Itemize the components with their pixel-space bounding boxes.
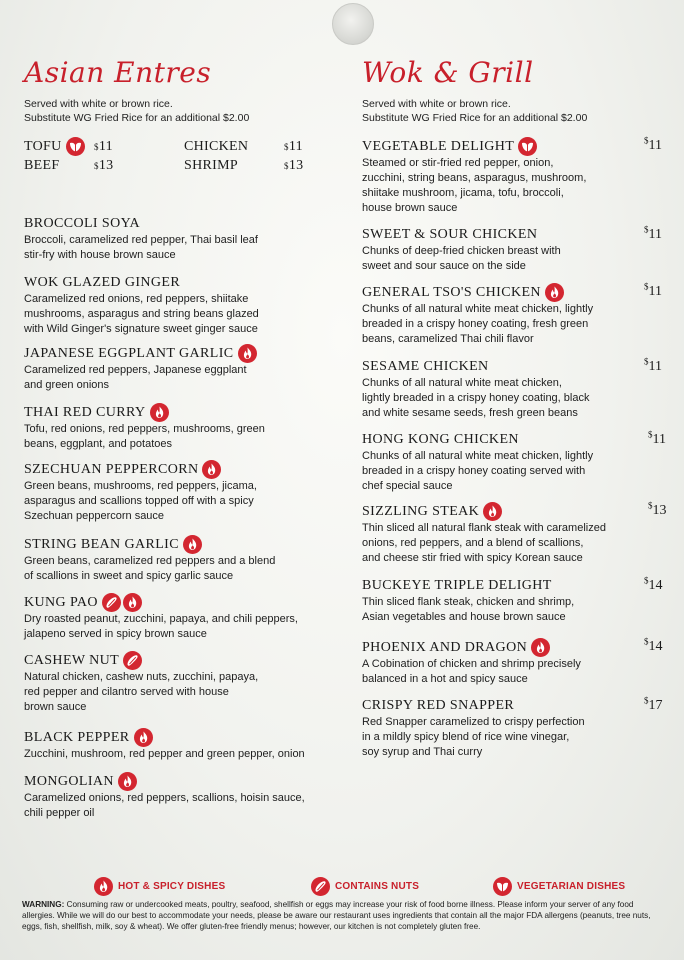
section-note: Served with white or brown rice. — [24, 98, 173, 110]
menu-item — [362, 431, 674, 494]
item-desc-line: and cheese stir fried with spicy Korean sauce — [362, 552, 583, 564]
item-name: SZECHUAN PEPPERCORN — [24, 460, 344, 479]
menu-item — [24, 728, 344, 762]
nut-icon — [311, 877, 330, 896]
item-desc-line: lightly breaded in a crispy honey coating, black — [362, 392, 590, 404]
protein-price: $ 11 — [94, 138, 113, 154]
item-desc-line: Thin sliced flank steak, chicken and shrimp, — [362, 596, 575, 608]
menu-item — [24, 593, 344, 642]
item-desc-line: asparagus and scallions topped off with a spicy — [24, 495, 254, 507]
item-price: $11 — [644, 356, 662, 374]
item-desc-line: Green beans, caramelized red peppers and a blend — [24, 555, 276, 567]
flame-icon — [238, 344, 257, 363]
item-desc-line: soy syrup and Thai curry — [362, 746, 483, 758]
item-desc-line: shiitake mushroom, jicama, tofu, broccoli, — [362, 187, 564, 199]
item-desc-line: Caramelized onions, red peppers, scallions, hoisin sauce, — [24, 792, 305, 804]
menu-item — [362, 638, 674, 687]
asian-entres-section — [24, 55, 344, 175]
item-desc-line: Caramelized red onions, red peppers, shiitake — [24, 293, 249, 305]
item-desc-line: Chunks of all natural white meat chicken, lightly — [362, 450, 594, 462]
flame-icon — [183, 535, 202, 554]
menu-item — [24, 772, 344, 821]
item-name: VEGETABLE DELIGHT — [362, 137, 674, 156]
menu-item — [362, 502, 674, 566]
menu-item — [24, 651, 344, 715]
item-desc-line: Steamed or stir-fried red pepper, onion, — [362, 157, 554, 169]
item-desc-line: chef special sauce — [362, 480, 453, 492]
menu-item — [24, 460, 344, 524]
item-desc-line: red pepper and cilantro served with house — [24, 686, 229, 698]
protein-name: TOFU — [24, 137, 94, 156]
item-desc-line: Szechuan peppercorn sauce — [24, 510, 165, 522]
warning-label: WARNING: — [22, 900, 65, 909]
item-desc-line: Chunks of all natural white meat chicken, — [362, 377, 562, 389]
leaf-icon — [518, 137, 537, 156]
item-name: CRISPY RED SNAPPER — [362, 698, 515, 713]
flame-icon — [118, 772, 137, 791]
nut-icon — [102, 593, 121, 612]
menu-item — [362, 577, 674, 625]
item-desc-line: breaded in a crispy honey coating, fresh green — [362, 318, 589, 330]
item-price: $11 — [644, 281, 662, 299]
item-desc-line: with Wild Ginger's signature sweet ginger sauce — [24, 323, 258, 335]
protein-name: BEEF — [24, 158, 60, 173]
flame-icon — [545, 283, 564, 302]
item-price: $14 — [644, 575, 663, 593]
menu-item — [362, 697, 674, 760]
item-name: BROCCOLI SOYA — [24, 216, 141, 231]
item-name: WOK GLAZED GINGER — [24, 275, 181, 290]
menu-item — [24, 274, 344, 337]
legend-label: HOT & SPICY DISHES — [118, 881, 226, 892]
legend-label: VEGETARIAN DISHES — [517, 881, 626, 892]
item-name: SWEET & SOUR CHICKEN — [362, 227, 538, 242]
item-name: THAI RED CURRY — [24, 403, 344, 422]
item-price: $11 — [648, 429, 666, 447]
menu-item — [24, 344, 344, 393]
menu-item — [362, 283, 674, 347]
item-name: GENERAL TSO'S CHICKEN — [362, 283, 674, 302]
flame-icon — [123, 593, 142, 612]
item-desc-line: sweet and sour sauce on the side — [362, 260, 526, 272]
legend-veg — [493, 877, 625, 896]
menu-item — [362, 358, 674, 421]
section-note: Substitute WG Fried Rice for an additional $2.00 — [24, 112, 250, 124]
protein-price: $ 11 — [284, 138, 303, 154]
item-desc-line: A Cobination of chicken and shrimp precisely — [362, 658, 581, 670]
protein-name: SHRIMP — [184, 158, 238, 173]
menu-item — [362, 137, 674, 216]
item-desc-line: Caramelized red peppers, Japanese eggplant — [24, 364, 247, 376]
item-desc-line: Tofu, red onions, red peppers, mushrooms, green — [24, 423, 265, 435]
flame-icon — [202, 460, 221, 479]
item-desc-line: of scallions in sweet and spicy garlic sauce — [24, 570, 234, 582]
item-desc-line: beans, caramelized Thai chili flavor — [362, 333, 534, 345]
item-price: $13 — [648, 500, 667, 518]
nut-icon — [123, 651, 142, 670]
legend-hot — [94, 877, 225, 896]
menu-item — [24, 535, 344, 584]
flame-icon — [531, 638, 550, 657]
item-desc-line: Zucchini, mushroom, red pepper and green pepper, onion — [24, 748, 305, 760]
section-title: Wok & Grill — [362, 56, 534, 89]
item-price: $14 — [644, 636, 663, 654]
legend-nuts — [311, 877, 419, 896]
item-desc-line: chili pepper oil — [24, 807, 95, 819]
item-name: BLACK PEPPER — [24, 728, 344, 747]
protein-price: $ 13 — [94, 158, 114, 173]
leaf-icon — [493, 877, 512, 896]
item-desc-line: brown sauce — [24, 701, 87, 713]
item-price: $11 — [644, 224, 662, 242]
item-desc-line: Asian vegetables and house brown sauce — [362, 611, 566, 623]
item-desc-line: Chunks of all natural white meat chicken, lightly — [362, 303, 594, 315]
menu-item — [24, 215, 344, 263]
item-desc-line: balanced in a hot and spicy sauce — [362, 673, 528, 685]
item-name: SIZZLING STEAK — [362, 502, 674, 521]
item-desc-line: Dry roasted peanut, zucchini, papaya, and chili peppers, — [24, 613, 298, 625]
protein-price-grid — [24, 137, 344, 175]
flame-icon — [483, 502, 502, 521]
section-note: Served with white or brown rice. — [362, 98, 511, 110]
item-desc-line: onions, red peppers, and a blend of scallions, — [362, 537, 584, 549]
item-desc-line: breaded in a crispy honey coating served with — [362, 465, 586, 477]
protein-price: $ 13 — [284, 158, 304, 173]
legend-label: CONTAINS NUTS — [335, 881, 420, 892]
item-name: JAPANESE EGGPLANT GARLIC — [24, 344, 344, 363]
item-desc-line: stir-fry with house brown sauce — [24, 249, 176, 261]
allergy-warning — [22, 899, 666, 932]
item-desc-line: in a mildly spicy blend of rice wine vinegar, — [362, 731, 570, 743]
menu-item — [24, 403, 344, 452]
restaurant-seal-logo — [332, 3, 374, 45]
item-desc-line: mushrooms, asparagus and string beans glazed — [24, 308, 259, 320]
item-desc-line: Green beans, mushrooms, red peppers, jicama, — [24, 480, 257, 492]
item-desc-line: Thin sliced all natural flank steak with caramelized — [362, 522, 606, 534]
wok-grill-section — [362, 55, 674, 125]
item-desc-line: Natural chicken, cashew nuts, zucchini, papaya, — [24, 671, 259, 683]
leaf-icon — [66, 137, 85, 156]
item-desc-line: and white sesame seeds, fresh green beans — [362, 407, 578, 419]
item-desc-line: zucchini, string beans, asparagus, mushroom, — [362, 172, 587, 184]
item-name: MONGOLIAN — [24, 772, 344, 791]
item-name: HONG KONG CHICKEN — [362, 432, 519, 447]
item-desc-line: jalapeno served in spicy brown sauce — [24, 628, 207, 640]
item-name: SESAME CHICKEN — [362, 359, 489, 374]
protein-name: CHICKEN — [184, 138, 249, 154]
item-desc-line: Broccoli, caramelized red pepper, Thai basil leaf — [24, 234, 258, 246]
item-name: STRING BEAN GARLIC — [24, 535, 344, 554]
item-desc-line: beans, eggplant, and potatoes — [24, 438, 173, 450]
item-name: CASHEW NUT — [24, 651, 344, 670]
warning-text: Consuming raw or undercooked meats, poultry, seafood, shellfish or eggs may increase your risk of food borne illness. Please inform your server of any food allergies. While we will do our best to accommodate your needs, please be aware our restaurant uses ingredients that contain all the major FDA allergens (peanuts, tree nuts, eggs, fish, shellfish, milk, soy & wheat). We offer gluten-free friendly menus; however, our kitchen is not completely gluten free. — [22, 900, 651, 931]
item-price: $17 — [644, 695, 663, 713]
flame-icon — [134, 728, 153, 747]
menu-item — [362, 226, 674, 274]
item-name: KUNG PAO — [24, 593, 344, 612]
item-desc-line: Red Snapper caramelized to crispy perfection — [362, 716, 585, 728]
section-title: Asian Entres — [24, 56, 212, 89]
item-name: PHOENIX AND DRAGON — [362, 638, 674, 657]
flame-icon — [150, 403, 169, 422]
item-price: $11 — [644, 135, 662, 153]
flame-icon — [94, 877, 113, 896]
item-desc-line: and green onions — [24, 379, 110, 391]
item-desc-line: Chunks of deep-fried chicken breast with — [362, 245, 561, 257]
item-desc-line: house brown sauce — [362, 202, 458, 214]
section-note: Substitute WG Fried Rice for an additional $2.00 — [362, 112, 588, 124]
item-name: BUCKEYE TRIPLE DELIGHT — [362, 578, 552, 593]
